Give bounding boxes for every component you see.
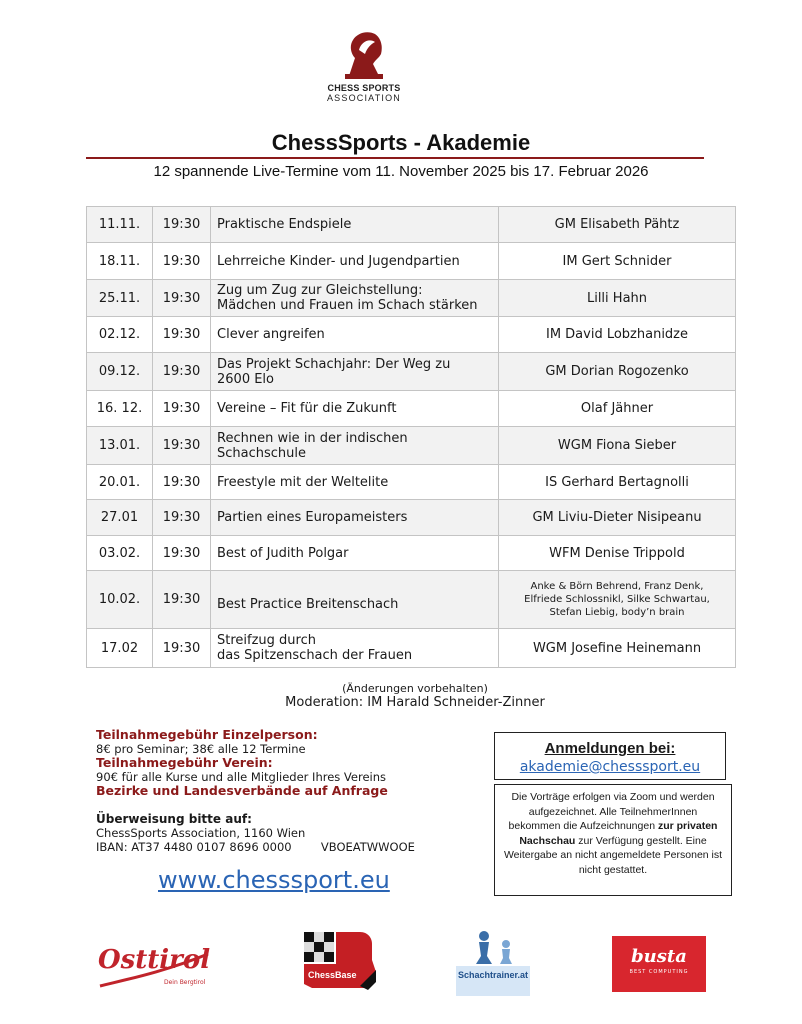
checkerboard-icon <box>304 932 334 962</box>
registration-email-link[interactable]: akademie@chesssport.eu <box>519 759 701 775</box>
time-cell: 19:30 <box>153 629 211 668</box>
speaker-line: Elfriede Schlossnikl, Silke Schwartau, <box>524 594 710 605</box>
moderation-note: Moderation: IM Harald Schneider-Zinner <box>285 695 545 710</box>
bank-iban: IBAN: AT37 4480 0107 8696 0000 <box>96 840 292 854</box>
time-cell: 19:30 <box>153 465 211 500</box>
table-row <box>87 353 736 391</box>
registration-title: Anmeldungen bei: <box>544 740 676 757</box>
info-text-part1: Die Vorträge erfolgen via Zoom und werden aufgezeichnet. Alle TeilnehmerInnen bekommen die Aufzeichnungen <box>508 791 715 832</box>
time-cell: 19:30 <box>153 353 211 391</box>
table-row <box>87 536 736 571</box>
date-cell: 11.11. <box>87 207 153 243</box>
logo-text-line2: ASSOCIATION <box>326 93 402 103</box>
time-cell: 19:30 <box>153 207 211 243</box>
time-cell: 19:30 <box>153 280 211 317</box>
speaker-cell: WGM Josefine Heinemann <box>499 629 736 668</box>
speaker-cell: GM Dorian Rogozenko <box>499 353 736 391</box>
date-cell: 18.11. <box>87 243 153 280</box>
date-cell: 17.02 <box>87 629 153 668</box>
speaker-cell: WGM Fiona Sieber <box>499 427 736 465</box>
knight-logo-icon <box>339 28 389 80</box>
topic-cell: Vereine – Fit für die Zukunft <box>211 391 499 427</box>
time-cell: 19:30 <box>153 500 211 536</box>
registration-box <box>494 732 726 780</box>
speaker-cell: IS Gerhard Bertagnolli <box>499 465 736 500</box>
table-row <box>87 629 736 668</box>
table-row <box>87 427 736 465</box>
schedule-table <box>86 206 736 668</box>
osttirol-tagline: Dein Bergtirol <box>164 979 206 986</box>
table-row <box>87 391 736 427</box>
topic-line: Das Projekt Schachjahr: Der Weg zu <box>217 356 451 372</box>
speaker-cell: IM David Lobzhanidze <box>499 317 736 353</box>
changes-note: (Änderungen vorbehalten) <box>342 682 488 695</box>
speaker-cell: GM Elisabeth Pähtz <box>499 207 736 243</box>
table-row <box>87 243 736 280</box>
topic-cell <box>211 427 499 465</box>
speaker-cell: WFM Denise Trippold <box>499 536 736 571</box>
time-cell: 19:30 <box>153 571 211 629</box>
table-row <box>87 500 736 536</box>
table-row <box>87 571 736 629</box>
speaker-cell: Lilli Hahn <box>499 280 736 317</box>
single-fee-text: 8€ pro Seminar; 38€ alle 12 Termine <box>96 742 306 756</box>
bank-details <box>96 840 415 854</box>
chessbase-logo <box>302 930 378 992</box>
fees-section <box>96 728 476 798</box>
busta-wordmark: busta <box>631 946 687 967</box>
speaker-line: Anke & Börn Behrend, Franz Denk, <box>530 581 704 592</box>
time-cell: 19:30 <box>153 391 211 427</box>
speaker-cell: Olaf Jähner <box>499 391 736 427</box>
date-cell: 13.01. <box>87 427 153 465</box>
topic-cell <box>211 353 499 391</box>
speaker-line: Stefan Liebig, body’n brain <box>549 607 685 618</box>
table-row <box>87 465 736 500</box>
date-cell: 27.01 <box>87 500 153 536</box>
website-link[interactable]: www.chesssport.eu <box>158 866 390 894</box>
speaker-cell: IM Gert Schnider <box>499 243 736 280</box>
topic-cell: Clever angreifen <box>211 317 499 353</box>
speaker-cell: GM Liviu-Dieter Nisipeanu <box>499 500 736 536</box>
date-cell: 10.02. <box>87 571 153 629</box>
chess-pawn-icon <box>476 931 512 964</box>
table-row <box>87 280 736 317</box>
topic-cell: Praktische Endspiele <box>211 207 499 243</box>
time-cell: 19:30 <box>153 243 211 280</box>
time-cell: 19:30 <box>153 536 211 571</box>
osttirol-wordmark: Osttirol <box>98 945 211 975</box>
schachtrainer-logo <box>454 926 532 998</box>
topic-cell <box>211 280 499 317</box>
topic-cell: Freestyle mit der Weltelite <box>211 465 499 500</box>
info-box <box>494 784 732 896</box>
topic-cell: Best of Judith Polgar <box>211 536 499 571</box>
chess-sports-logo <box>318 28 410 103</box>
date-cell: 09.12. <box>87 353 153 391</box>
club-fee-text: 90€ für alle Kurse und alle Mitglieder Ihres Vereins <box>96 770 387 784</box>
topic-line: das Spitzenschach der Frauen <box>217 648 413 663</box>
info-text-bold: zur privaten Nachschau <box>519 820 718 847</box>
topic-line: Mädchen und Frauen im Schach stärken <box>217 298 478 313</box>
bank-heading: Überweisung bitte auf: <box>96 812 252 826</box>
time-cell: 19:30 <box>153 427 211 465</box>
date-cell: 03.02. <box>87 536 153 571</box>
info-text-part2: zur Verfügung gestellt. Eine Weitergabe an nicht angemeldete Personen ist nicht gestattet. <box>503 834 723 876</box>
topic-line: Zug um Zug zur Gleichstellung: <box>217 283 423 298</box>
topic-line: Schachschule <box>217 445 307 461</box>
busta-logo <box>612 936 706 992</box>
topic-cell: Partien eines Europameisters <box>211 500 499 536</box>
topic-cell: Best Practice Breitenschach <box>211 571 499 629</box>
bank-section <box>96 812 415 854</box>
schachtrainer-wordmark: Schachtrainer.at <box>458 970 529 980</box>
single-fee-heading: Teilnahmegebühr Einzelperson: <box>96 727 318 742</box>
topic-cell <box>211 629 499 668</box>
table-row <box>87 317 736 353</box>
topic-line: Streifzug durch <box>217 633 316 648</box>
bank-bic: VBOEATWWOOE <box>320 840 415 854</box>
bank-account-holder: ChessSports Association, 1160 Wien <box>96 826 306 840</box>
regions-heading: Bezirke und Landesverbände auf Anfrage <box>96 783 388 798</box>
date-cell: 02.12. <box>87 317 153 353</box>
topic-line: Rechnen wie in der indischen <box>217 430 408 446</box>
title-divider <box>86 157 704 159</box>
osttirol-logo <box>94 934 212 992</box>
topic-line: 2600 Elo <box>217 371 274 387</box>
chessbase-wordmark: ChessBase <box>308 970 357 980</box>
date-cell: 20.01. <box>87 465 153 500</box>
date-cell: 16. 12. <box>87 391 153 427</box>
speaker-cell <box>499 571 736 629</box>
busta-tagline: BEST COMPUTING <box>629 969 689 975</box>
table-row <box>87 207 736 243</box>
page-subtitle: 12 spannende Live-Termine vom 11. November 2025 bis 17. Februar 2026 <box>153 163 649 180</box>
time-cell: 19:30 <box>153 317 211 353</box>
club-fee-heading: Teilnahmegebühr Verein: <box>96 755 273 770</box>
topic-cell: Lehrreiche Kinder- und Jugendpartien <box>211 243 499 280</box>
date-cell: 25.11. <box>87 280 153 317</box>
page-title: ChessSports - Akademie <box>271 130 531 155</box>
logo-text-line1: CHESS SPORTS <box>327 83 401 93</box>
